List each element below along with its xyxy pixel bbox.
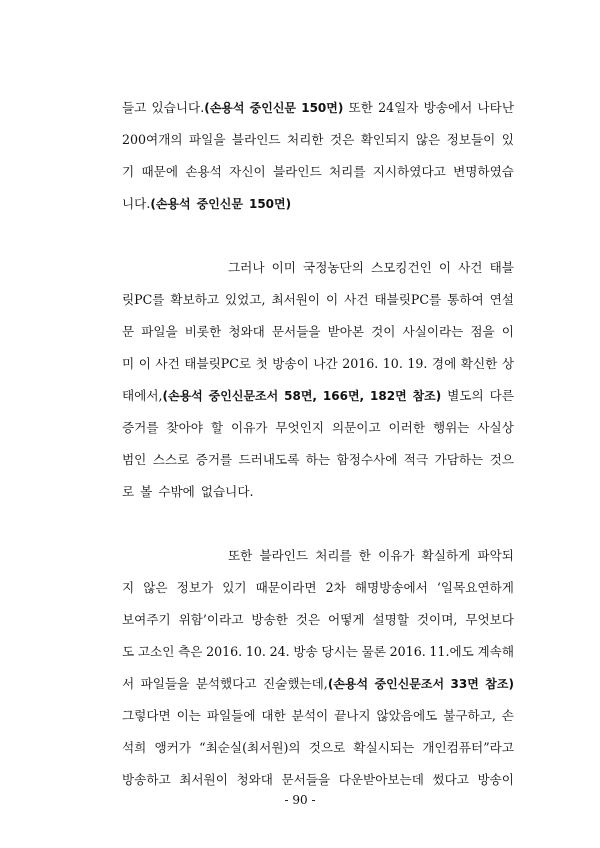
word: 파악되 <box>477 548 514 563</box>
text-line <box>122 770 514 790</box>
word: 최서원이 <box>179 772 228 787</box>
word: 행위는 <box>432 420 470 435</box>
word: 릿PC를 <box>122 292 165 307</box>
word: 10. <box>245 644 266 659</box>
word: 때문이라면 <box>255 580 317 595</box>
page-number: - 90 - <box>284 793 316 807</box>
word: 위함’이라고 <box>178 612 244 627</box>
word: 방송에서 <box>423 100 473 115</box>
word: 있습니다.(손용석 <box>151 100 245 115</box>
word: 태에서,(손용석 <box>122 388 203 403</box>
word: 처리를 <box>328 164 366 179</box>
word: 서 <box>122 676 135 691</box>
word: 보여주기 <box>122 612 171 627</box>
word: 150면) <box>248 197 292 211</box>
text-line <box>122 610 514 630</box>
text-line <box>122 578 514 598</box>
word: 19. <box>407 356 428 371</box>
word: 방송한 <box>251 612 288 627</box>
word: 할 <box>210 420 224 435</box>
word: 블라인드 <box>272 164 322 179</box>
word: 확실하게 <box>421 548 471 563</box>
word: 24. <box>269 644 290 659</box>
word: 미 <box>122 356 135 371</box>
word: 지시하였다고 <box>372 164 446 179</box>
word: 한 <box>358 548 371 563</box>
word: 니다.(손용석 <box>122 196 191 211</box>
word: 대한 <box>261 708 286 723</box>
word: 이 <box>501 324 514 339</box>
word: 파일들에 <box>206 708 256 723</box>
word: 청와대 <box>228 324 265 339</box>
word: 기 <box>122 164 135 179</box>
word: 첫 <box>255 356 268 371</box>
word: 지 <box>122 580 135 595</box>
word: 중인신문조서 <box>208 389 279 403</box>
word: 무엇보다 <box>465 612 514 627</box>
text-line <box>228 546 514 566</box>
word: 계속해 <box>477 644 514 659</box>
word: 또한 <box>348 100 373 115</box>
word: 상 <box>501 356 514 371</box>
word: 가담하는 <box>434 452 484 467</box>
word: 있 <box>501 132 514 147</box>
word: 때문에 <box>141 164 178 179</box>
word: 끝나지 <box>334 708 371 723</box>
text-line <box>122 738 514 758</box>
word: 진술했는데,(손용석 <box>262 676 369 691</box>
word: 사건 <box>344 292 369 307</box>
word: 이유가 <box>230 420 268 435</box>
word: 중인신문 <box>249 101 297 115</box>
word: 문서들을 <box>271 324 321 339</box>
word: 것은 <box>295 612 321 627</box>
word: 2차 <box>325 580 346 595</box>
word: 않았음에도 <box>376 708 438 723</box>
word: 분석이 <box>291 708 329 723</box>
word: 파일을 <box>188 132 226 147</box>
word: 처리한 <box>287 132 324 147</box>
word: 않은 <box>415 132 441 147</box>
word: 무엇인지 <box>275 420 325 435</box>
word: 182면 <box>370 389 407 403</box>
word: 58면, <box>284 389 317 403</box>
word: 증거를 <box>122 420 159 435</box>
word: 것으로 <box>308 740 346 755</box>
word: 어떻게 <box>328 612 365 627</box>
text-line <box>122 194 514 214</box>
text-line <box>122 322 514 342</box>
word: 나간 <box>313 356 338 371</box>
word: 앵커가 <box>154 740 191 755</box>
word: 경에 <box>431 356 457 371</box>
text-line <box>122 354 514 374</box>
word: 33면 <box>450 677 479 691</box>
text-line <box>228 258 514 278</box>
text-line <box>122 98 514 118</box>
word: 2016. <box>342 356 379 371</box>
word: 최서원이 <box>271 292 321 307</box>
word: 고소인 <box>137 644 175 659</box>
word: 개인컴퓨터”라고 <box>422 740 514 755</box>
word: 정보들이 <box>446 132 496 147</box>
word: 범인 <box>122 452 147 467</box>
word: 것이 <box>371 324 396 339</box>
text-line <box>122 162 514 182</box>
word: 이러한 <box>388 420 426 435</box>
word: 있기 <box>222 580 247 595</box>
word: 사건 <box>458 260 483 275</box>
word: 확신한 <box>460 356 498 371</box>
word: 통하여 <box>447 292 484 307</box>
word: 파일을 <box>141 324 178 339</box>
word: 해명방송에서 <box>354 580 428 595</box>
word: 이 <box>326 292 339 307</box>
text-line <box>122 290 514 310</box>
word: 처리를 <box>315 548 352 563</box>
word: 있었고, <box>225 292 266 307</box>
word: 물론 <box>361 644 386 659</box>
word: 하는 <box>305 452 331 467</box>
word: 것으 <box>489 452 514 467</box>
word: 국정농단의 <box>303 260 364 275</box>
word: 함정수사에 <box>336 452 398 467</box>
word: 이유가 <box>378 548 415 563</box>
word: 확보하고 <box>170 292 220 307</box>
word: 166면, <box>322 389 365 403</box>
word: 수밖에 <box>158 484 195 499</box>
word: 이는 <box>176 708 201 723</box>
word: 손 <box>501 708 514 723</box>
text-line <box>122 482 514 502</box>
word: 정보가 <box>176 580 214 595</box>
word: 확실시되는 <box>353 740 415 755</box>
word: 별도의 <box>447 388 484 403</box>
word: 로 <box>122 484 135 499</box>
word: 참조) <box>412 389 442 403</box>
word: 다른 <box>489 388 514 403</box>
word: 들고 <box>122 100 147 115</box>
word: 이미 <box>271 260 296 275</box>
text-line <box>122 674 514 694</box>
word: 자신이 <box>229 164 266 179</box>
word: 없습니다. <box>200 484 254 499</box>
word: 이 <box>138 356 151 371</box>
word: 24일자 <box>378 100 419 115</box>
word: 블라인드 <box>259 548 309 563</box>
word: 그러나 <box>228 260 265 275</box>
word: 볼 <box>140 484 153 499</box>
text-line <box>122 450 514 470</box>
word: ‘일목요연하게 <box>436 580 514 595</box>
word: 문 <box>122 324 135 339</box>
word: 스스로 <box>152 452 190 467</box>
word: 사실상 <box>477 420 514 435</box>
word: 석희 <box>122 740 147 755</box>
word: 200여개의 <box>122 132 183 147</box>
word: 참조) <box>485 677 514 691</box>
word: 비롯한 <box>184 324 222 339</box>
word: 점을 <box>470 324 495 339</box>
word: 측은 <box>178 644 203 659</box>
word: 태블 <box>489 260 514 275</box>
word: “최순실(최서원)의 <box>199 740 301 755</box>
word: 도 <box>122 644 135 659</box>
word: 연설 <box>489 292 514 307</box>
word: 증거를 <box>195 452 233 467</box>
word: 태블릿PC로 <box>184 356 252 371</box>
word: 이 <box>438 260 452 275</box>
word: 나타난 <box>477 100 514 115</box>
word: 드러내도록 <box>238 452 300 467</box>
word: 것은 <box>329 132 355 147</box>
word: 그렇다면 <box>122 708 171 723</box>
word: 변명하였습 <box>453 164 514 179</box>
word: 2016. <box>389 644 426 659</box>
text-line <box>122 706 514 726</box>
word: 또한 <box>228 548 253 563</box>
text-line <box>122 642 514 662</box>
word: 찾아야 <box>166 420 203 435</box>
word: 의문이고 <box>331 420 381 435</box>
word: 스모킹건인 <box>370 260 432 275</box>
word: 방송 <box>293 644 318 659</box>
word: 당시는 <box>321 644 358 659</box>
word: 방송하고 <box>122 772 171 787</box>
word: 받아본 <box>327 324 365 339</box>
word: 중인신문조서 <box>374 677 445 691</box>
word: 태블릿PC를 <box>374 292 442 307</box>
word: 방송이 <box>477 772 514 787</box>
word: 11.에도 <box>429 644 474 659</box>
word: 10. <box>382 356 403 371</box>
word: 불구하고, <box>443 708 496 723</box>
word: 150면) <box>301 101 344 115</box>
word: 사건 <box>155 356 180 371</box>
text-line <box>122 130 514 150</box>
word: 블라인드 <box>231 132 281 147</box>
word: 것이며, <box>416 612 458 627</box>
word: 2016. <box>206 644 243 659</box>
word: 사실이라는 <box>402 324 464 339</box>
word: 파일들을 <box>140 676 190 691</box>
word: 문서들을 <box>281 772 331 787</box>
word: 확인되지 <box>360 132 410 147</box>
text-line <box>122 418 514 438</box>
word: 않은 <box>143 580 168 595</box>
word: 분석했다고 <box>195 676 257 691</box>
word: 다운받아보는데 <box>338 772 424 787</box>
word: 썼다고 <box>432 772 469 787</box>
word: 설명할 <box>372 612 409 627</box>
word: 중인신문 <box>196 197 243 211</box>
text-line <box>122 386 514 406</box>
word: 청와대 <box>236 772 273 787</box>
word: 적극 <box>403 452 429 467</box>
word: 손용석 <box>185 164 222 179</box>
word: 방송이 <box>272 356 309 371</box>
